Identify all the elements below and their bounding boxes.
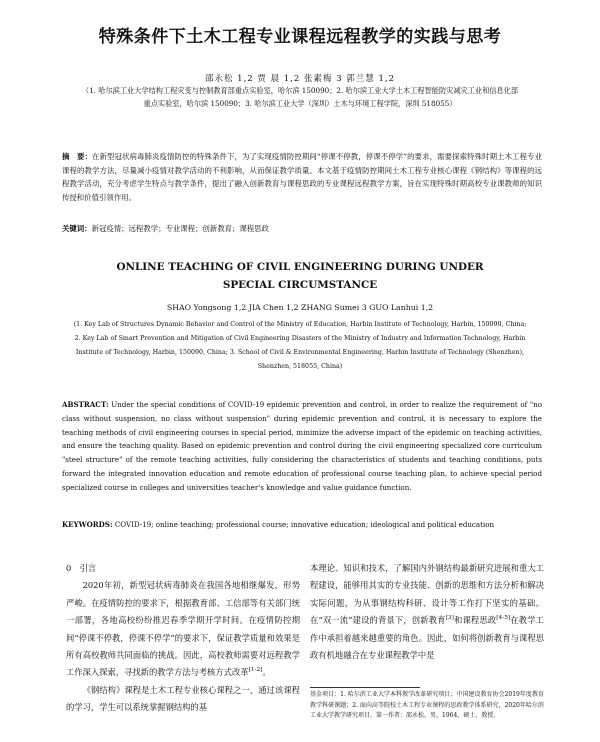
footnote: 基金项目：1. 哈尔滨工业大学本科教学改革研究项目；中国建设教育协会2019年度教育教学科研课题；2. 面向高等院校土木工程专业课程的思政教学体系研究，2020年哈尔滨工业大学教学研究项目。第一作者：邵永松，男，1964，硕士，教授。	[310, 691, 544, 720]
paragraph	[310, 560, 544, 664]
keywords-en-text: COVID-19; online teaching; professional course; innovative education; ideological and political education	[114, 520, 495, 529]
keywords-cn-text: 新冠疫情；远程教学；专业课程；创新教育；课程思政	[91, 224, 269, 233]
body-column-left	[66, 560, 300, 717]
paragraph: 2020年初，新型冠状病毒肺炎在我国各地相继爆发，形势严峻。在疫情防控的要求下，根据教育部、工信部等有关部门统一部署，各地高校纷纷推迟春季学期开学时间。在疫情防控期间“停课不停教，停课不停学”的要求下，保证教学质量和效果是所有高校教师共同面临的挑战。因此，高校教师需要对远程教学工作深入探索，寻找新的教学方法与考核方式改革[1-2]。	[66, 580, 300, 678]
abstract-cn-text: 在新型冠状病毒肺炎疫情防控的特殊条件下，为了实现疫情防控期间“停课不停教，停课不停学”的要求，需要探索特殊时期土木工程专业课程的教学方法，尽量减小疫情对教学活动的不利影响，从而保证教学质量。本文基于疫情防控期间土木工程专业核心课程《钢结构》等课程的远程教学活动，充分考虑学生特点与教学条件，提出了融入创新教育与课程思政的专业课程远程教学方案，旨在实现特殊时期高校专业课教师的知识传授和价值引领作用。	[62, 152, 542, 202]
body-column-right	[310, 560, 544, 664]
abstract-en-label: ABSTRACT:	[62, 400, 109, 409]
paper-title-en: ONLINE TEACHING OF CIVIL ENGINEERING DURING UNDER SPECIAL CIRCUMSTANCE	[116, 261, 484, 291]
keywords-cn	[62, 223, 542, 235]
keywords-en-label: KEYWORDS:	[62, 520, 113, 529]
paragraph: 《钢结构》课程是土木工程专业核心课程之一，通过该课程的学习，学生可以系统掌握钢结构的基	[66, 684, 300, 713]
affiliation-en: (1. Key Lab of Structures Dynamic Behavior and Control of the Ministry of Education, Harbin Institute of Technology, Harbin, 150090, China; 2. Key Lab of Smart Prevention and Mitigation of Civil Engineering Disasters of the Ministry of Industry and Information Technology, Harbin Institute of Technology, Harbin, 150090, China; 3. School of Civil & Environmental Engineering, Harbin Institute of Technology (Shenzhen), Shenzhen, 518055, China)	[73, 321, 527, 370]
keywords-en	[62, 518, 542, 532]
paragraph-text: 在教学工作中承担着越来越重要的角色。因此，如何将创新教育与课程思政有机地融合在专业课程教学中是	[310, 615, 544, 661]
keywords-cn-label: 关键词：	[62, 224, 92, 233]
authors-cn: 邵永松 1,2 贾 晨 1,2 张素梅 3 郭兰慧 1,2	[204, 74, 396, 84]
paragraph-text: 本理论、知识和技术，了解国内外钢结构最新研究进展和重大工程建设，能够用其实的专业技能、创新的思维和方法分析和解决实际问题，为从事钢结构科研、设计等工作打下坚实的基础。在“双一流”建设的背景下，创新教育	[310, 563, 544, 626]
abstract-cn-label: 摘 要：	[62, 152, 92, 161]
abstract-cn	[62, 150, 542, 204]
paper-title-cn: 特殊条件下土木工程专业课程远程教学的实践与思考	[98, 27, 502, 47]
citation: [1-2]	[248, 667, 263, 674]
abstract-en-text: Under the special conditions of COVID-19 epidemic prevention and control, in order to realize the requirement of "no class without suspension, no class without suspension" during epidemic prevention and control, it is necessary to explore the teaching methods of civil engineering courses in special period, minimize the adverse impact of the epidemic on teaching activities, and ensure the teaching quality. Based on epidemic prevention and control during the civil engineering specialized core curriculum "steel structure" of the remote teaching activities, fully considering the characteristics of students and teaching conditions, puts forward the integrated innovation education and remote education of professional course teaching plan, to achieve special period specialized course in colleges and universities teacher's knowledge and value guidance function.	[62, 400, 542, 492]
affiliation-cn: （1. 哈尔滨工业大学结构工程灾变与控制教育部重点实验室，哈尔滨 150090；2. 哈尔滨工业大学土木工程智能防灾减灾工业和信息化部重点实验室，哈尔滨 150090；3. 哈尔滨工业大学（深圳）土木与环境工程学院，深圳 518055）	[81, 86, 519, 108]
section-heading: 0 引言	[66, 563, 97, 573]
citation: [3]	[445, 615, 454, 622]
paragraph-text: 和课程思政	[453, 615, 497, 626]
citation: [4-5]	[496, 615, 511, 622]
abstract-en	[62, 398, 542, 495]
paragraph-text: 2020年初，新型冠状病毒肺炎在我国各地相继爆发，形势严峻。在疫情防控的要求下，根据教育部、工信部等有关部门统一部署，各地高校纷纷推迟春季学期开学时间。在疫情防控期间“停课不停教，停课不停学”的要求下，保证教学质量和效果是所有高校教师共同面临的挑战。因此，高校教师需要对远程教学工作深入探索，寻找新的教学方法与考核方式改革	[66, 580, 300, 678]
authors-en: SHAO Yongsong 1,2 JIA Chen 1,2 ZHANG Sumei 3 GUO Lanhui 1,2	[166, 303, 434, 312]
footnote-divider	[310, 687, 420, 688]
